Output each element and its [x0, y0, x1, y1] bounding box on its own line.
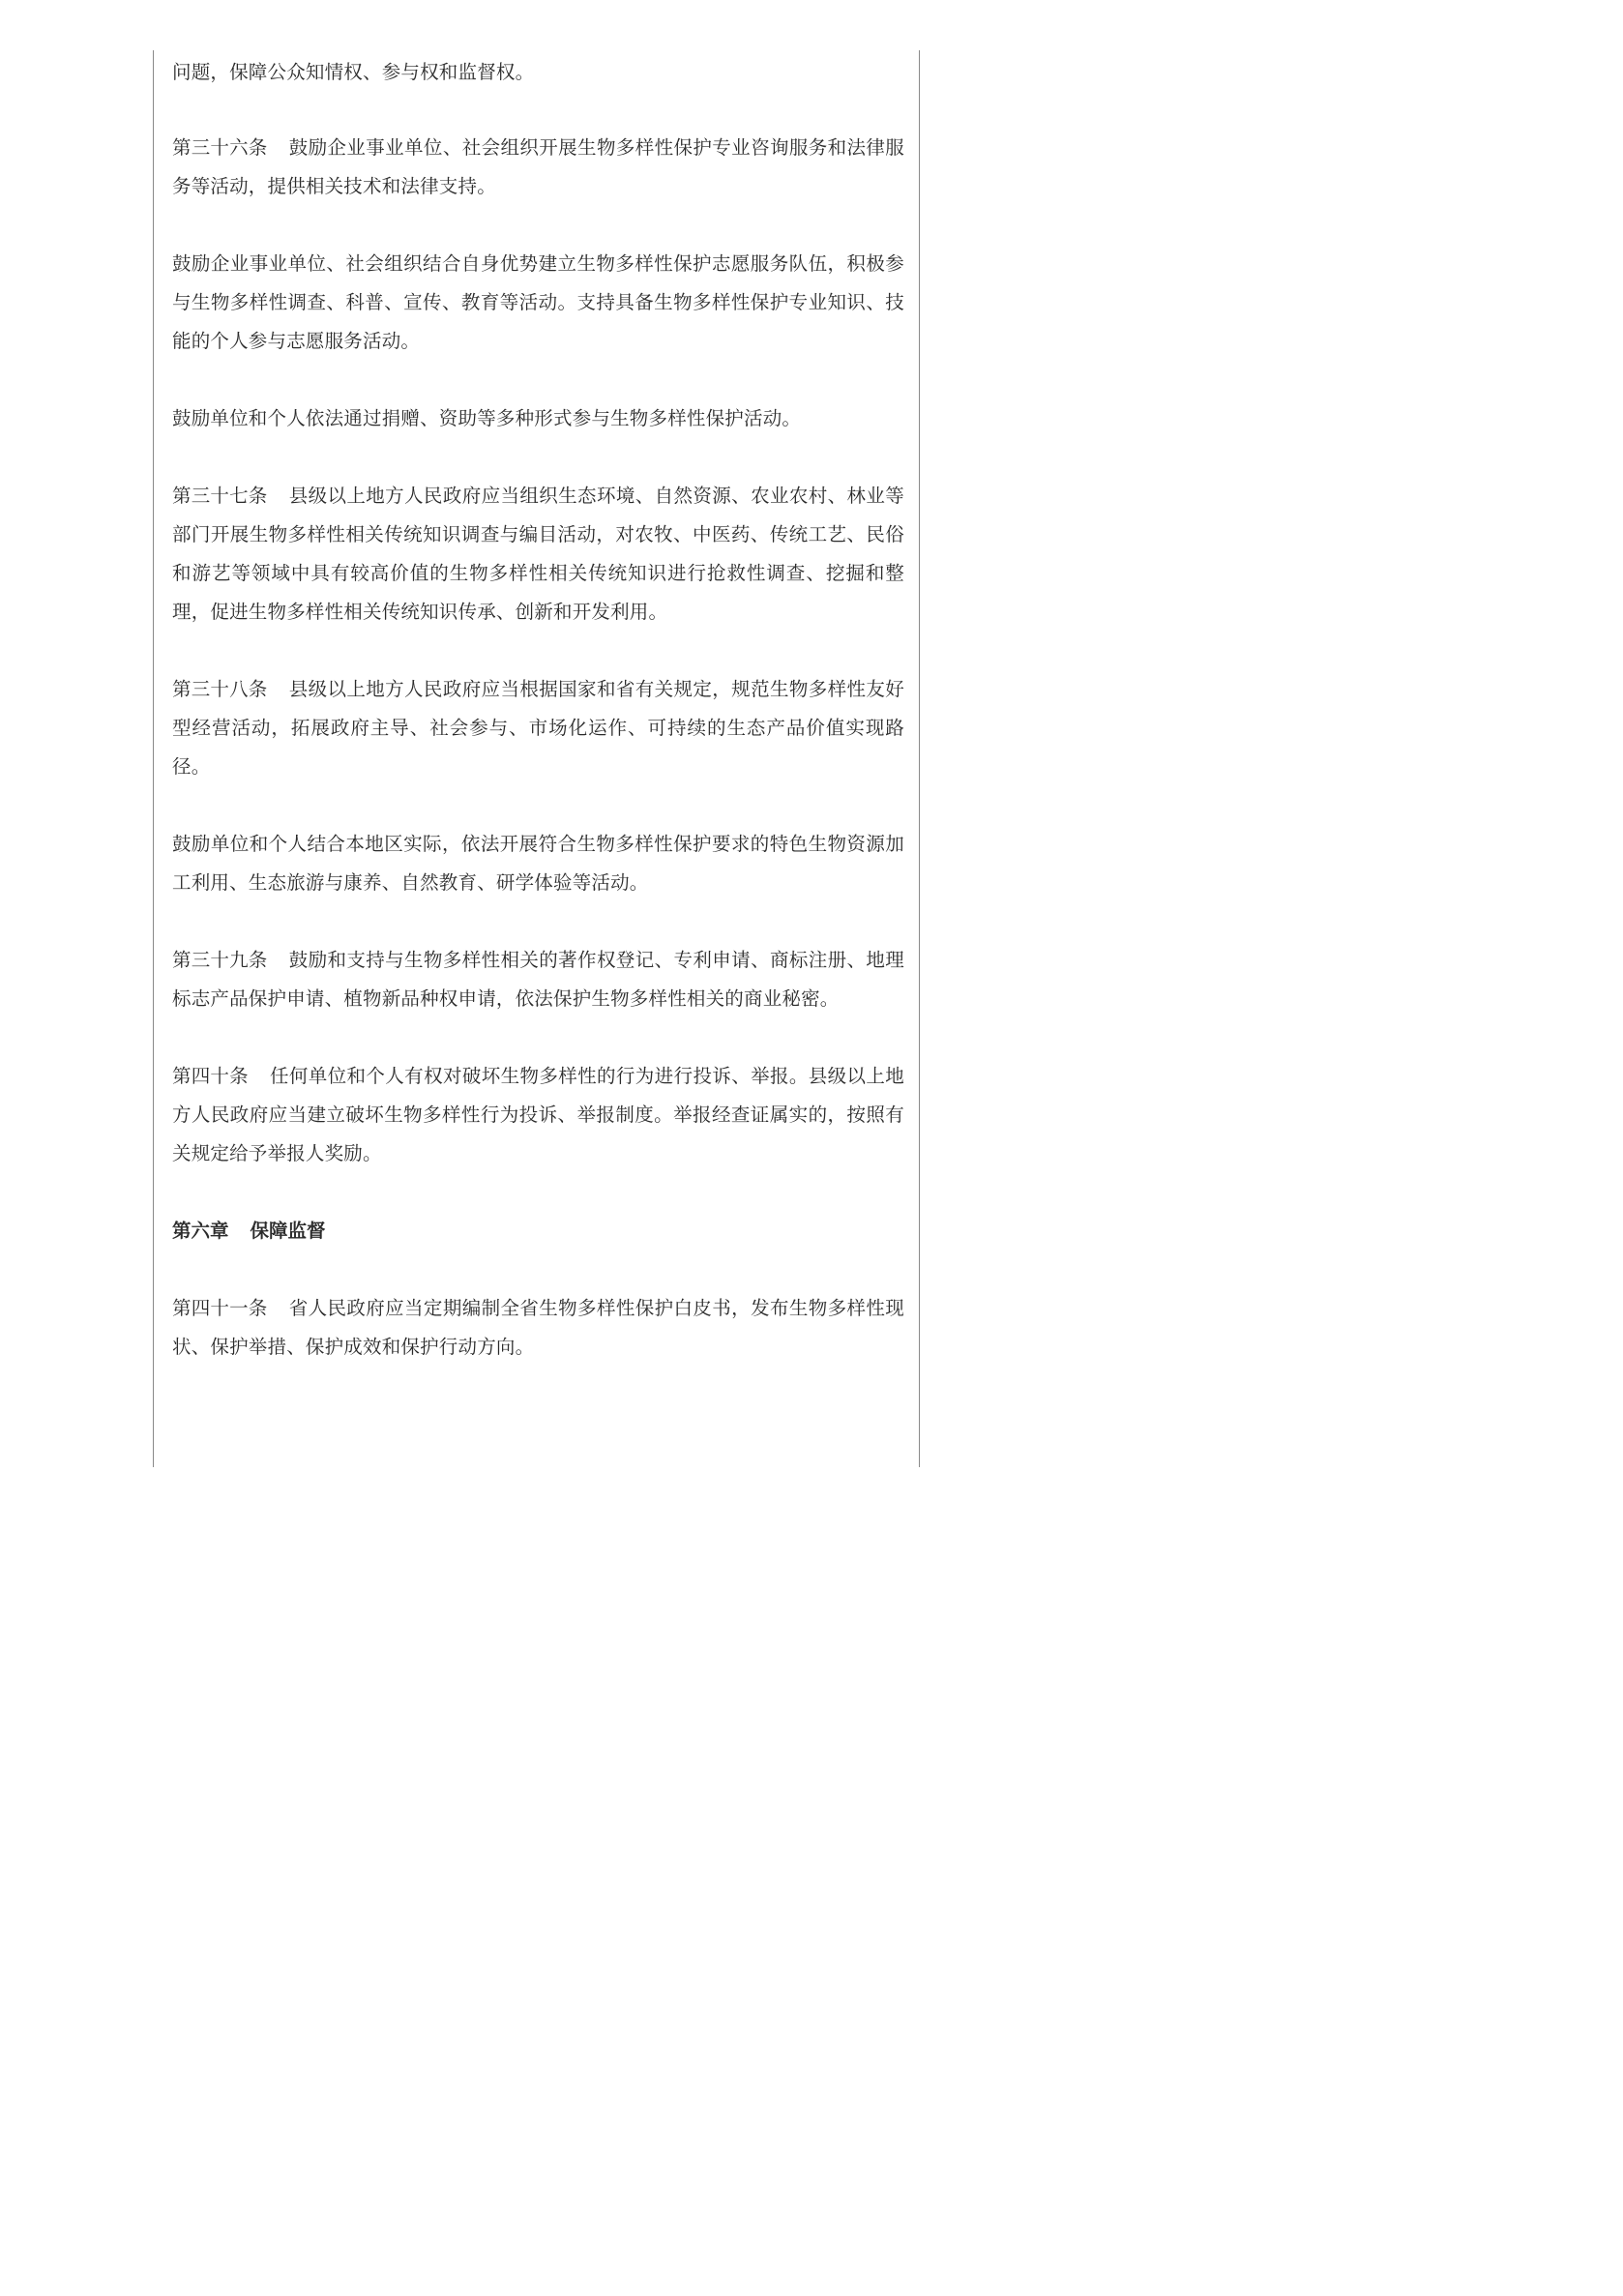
article-text: 任何单位和个人有权对破坏生物多样性的行为进行投诉、举报。县级以上地方人民政府应当建立破坏生物多样性行为投诉、举报制度。举报经查证属实的，按照有关规定给予举报人奖励。: [172, 1065, 904, 1164]
article-text: 县级以上地方人民政府应当组织生态环境、自然资源、农业农村、林业等部门开展生物多样性相关传统知识调查与编目活动，对农牧、中医药、传统工艺、民俗和游艺等领域中具有较高价值的生物多样性相关传统知识进行抢救性调查、挖掘和整理，促进生物多样性相关传统知识传承、创新和开发利用。: [172, 485, 904, 623]
paragraph-text: 鼓励企业事业单位、社会组织结合自身优势建立生物多样性保护志愿服务队伍，积极参与生物多样性调查、科普、宣传、教育等活动。支持具备生物多样性保护专业知识、技能的个人参与志愿服务活动。: [172, 252, 904, 352]
paragraph: [172, 245, 904, 361]
article-text: 省人民政府应当定期编制全省生物多样性保护白皮书，发布生物多样性现状、保护举措、保护成效和保护行动方向。: [172, 1297, 904, 1358]
left-margin-rule: [153, 50, 154, 1467]
paragraph-text: 鼓励单位和个人结合本地区实际，依法开展符合生物多样性保护要求的特色生物资源加工利用、生态旅游与康养、自然教育、研学体验等活动。: [172, 833, 904, 894]
chapter-heading: [172, 1212, 904, 1251]
document-body: [172, 53, 904, 1405]
paragraph-text: 问题，保障公众知情权、参与权和监督权。: [172, 61, 535, 83]
article-number: 第三十七条: [172, 485, 268, 507]
article-text: 鼓励企业事业单位、社会组织开展生物多样性保护专业咨询服务和法律服务等活动，提供相关技术和法律支持。: [172, 136, 904, 197]
article-38: [172, 670, 904, 786]
chapter-title: 保障监督: [250, 1220, 326, 1242]
article-text: 县级以上地方人民政府应当根据国家和省有关规定，规范生物多样性友好型经营活动，拓展政府主导、社会参与、市场化运作、可持续的生态产品价值实现路径。: [172, 678, 904, 778]
article-text: 鼓励和支持与生物多样性相关的著作权登记、专利申请、商标注册、地理标志产品保护申请、植物新品种权申请，依法保护生物多样性相关的商业秘密。: [172, 949, 904, 1010]
article-number: 第三十九条: [172, 949, 268, 971]
article-number: 第四十条: [172, 1065, 249, 1087]
article-41: [172, 1289, 904, 1367]
chapter-number: 第六章: [172, 1220, 229, 1242]
paragraph: [172, 399, 904, 438]
article-number: 第三十六条: [172, 136, 268, 159]
paragraph-text: 鼓励单位和个人依法通过捐赠、资助等多种形式参与生物多样性保护活动。: [172, 407, 802, 429]
article-40: [172, 1057, 904, 1173]
article-39: [172, 941, 904, 1018]
article-number: 第三十八条: [172, 678, 268, 700]
article-36: [172, 129, 904, 206]
paragraph: [172, 53, 904, 92]
article-number: 第四十一条: [172, 1297, 268, 1319]
article-37: [172, 477, 904, 632]
paragraph: [172, 825, 904, 902]
right-margin-rule: [919, 50, 920, 1467]
